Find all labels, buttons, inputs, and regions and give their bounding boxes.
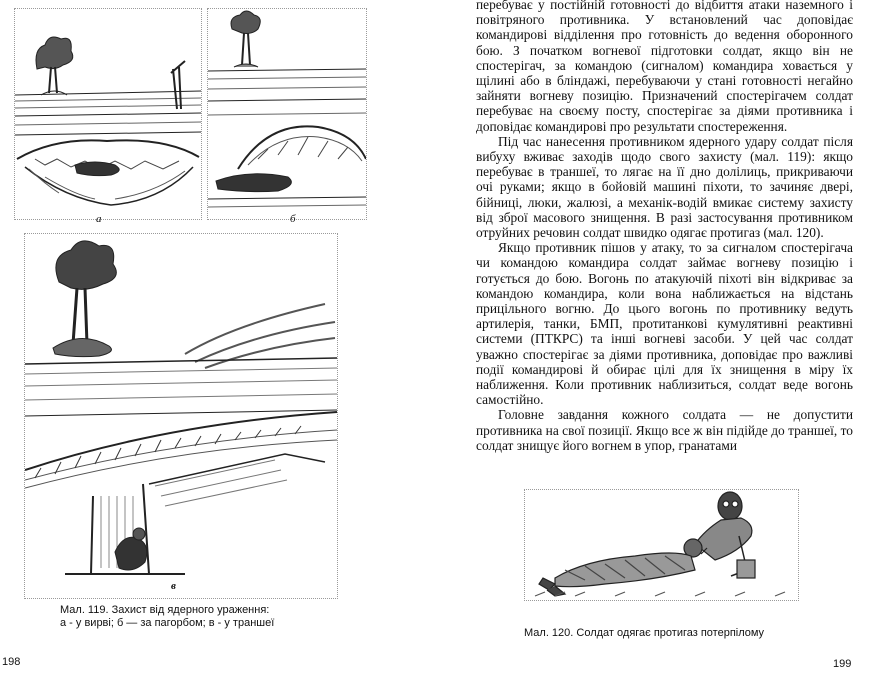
paragraph-4: Головне завдання кожного солдата — не допустити противника на свої позиції. Якщо все ж він підійде до траншеї, то солдат знищує його вогнем в упор, гранатами xyxy=(476,407,853,453)
figure-120-gas-mask xyxy=(524,489,799,601)
crater-illustration xyxy=(15,9,201,219)
figure-label-c: в xyxy=(171,580,176,592)
figure-119c-trench xyxy=(24,233,338,599)
page-number-left: 198 xyxy=(2,656,21,668)
figure-120-caption: Мал. 120. Солдат одягає протигаз потерпілому xyxy=(524,627,765,639)
caption-line-1: Мал. 119. Захист від ядерного ураження: xyxy=(60,604,270,616)
left-page xyxy=(0,0,442,674)
trench-illustration xyxy=(25,234,337,598)
figure-label-a: а xyxy=(96,213,102,225)
paragraph-1: перебуває у постійній готовності до відбиття атаки наземного і повітряного противника. У встановлений час доповідає командирові відділення про готовність до ведення оборонного бою. З початком вогневої підготовки солдат, якщо він не спостерігач, за командою (сигналом) командира ховається у щілині або в бліндажі, перебуваючи у стані готовності негайно зайняти вогневу позицію. Призначений спостерігачем солдат перебуває на своєму посту, спостерігає за діями противника і доповідає командирові про результати спостереження. xyxy=(476,0,853,134)
figure-119a-crater xyxy=(14,8,202,220)
right-page xyxy=(442,0,885,674)
page-number-right: 199 xyxy=(833,658,852,670)
body-text xyxy=(476,0,853,453)
hill-illustration xyxy=(208,9,366,219)
figure-119b-hill xyxy=(207,8,367,220)
gas-mask-illustration xyxy=(525,490,798,600)
paragraph-3: Якщо противник пішов у атаку, то за сигналом спостерігача чи командою командира солдат займає вогневу позицію і готується до бою. Вогонь по атакуючій піхоті він відкриває за командою командира, коли вона наближається на відстань прицільного вогню. До цього вогонь по противнику ведуть артилерія, танки, БМП, протитанкові кумулятивні реактивні системи (ПТКРС) та інші вогневі засоби. У цей час солдат уважно спостерігає за діями противника, доповідає про важливі події командирові й обирає цілі для їх знищення в міру їх наближення. Коли противник наблизиться, солдат веде вогонь самостійно. xyxy=(476,240,853,408)
figure-label-b: б xyxy=(290,213,296,225)
paragraph-2: Під час нанесення противником ядерного удару солдат після вибуху вживає заходів щодо свого захисту (мал. 119): якщо перебуває в траншеї, то лягає на її дно долілиць, прикриваючи очі руками; якщо в бойовій машині піхоти, то зачиняє двері, бійниці, люки, жалюзі, а механік-водій вмикає систему захисту від зброї масового знищення. В разі застосування противником отруйних речовин солдат швидко одягає протигаз (мал. 120). xyxy=(476,133,853,241)
caption-line-2: а - у вирві; б — за пагорбом; в - у траншеї xyxy=(60,617,275,629)
figure-119-caption xyxy=(60,604,380,630)
